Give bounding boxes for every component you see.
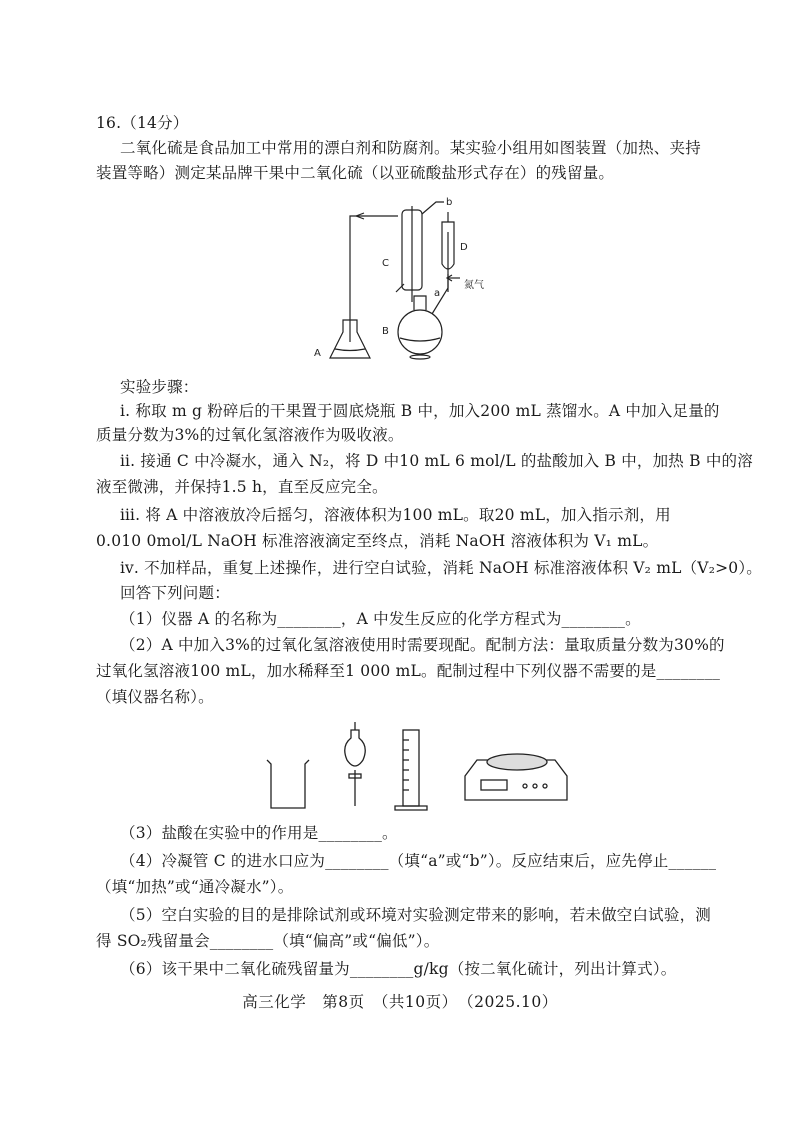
electronic-balance-icon <box>465 754 567 800</box>
step-1-line-2: 质量分数为3%的过氧化氢溶液作为吸收液。 <box>96 426 404 444</box>
question-4-line-2: （填“加热”或“通冷凝水”）。 <box>96 878 294 896</box>
intro-line-1: 二氧化硫是食品加工中常用的漂白剂和防腐剂。某实验小组用如图装置（加热、夹持 <box>120 139 701 157</box>
question-3: （3）盐酸在实验中的作用是________。 <box>120 824 398 842</box>
question-5-line-1: （5）空白实验的目的是排除试剂或环境对实验测定带来的影响，若未做空白试验，测 <box>120 906 711 924</box>
steps-title: 实验步骤： <box>120 378 199 396</box>
question-6: （6）该干果中二氧化硫残留量为________g/kg（按二氧化硫计，列出计算式）。 <box>120 960 677 978</box>
intro-line-2: 装置等略）测定某品牌干果中二氧化硫（以亚硫酸盐形式存在）的残留量。 <box>96 164 615 182</box>
step-3-line-2: 0.010 0mol/L NaOH 标准溶液滴定至终点，消耗 NaOH 溶液体积为 V₁ mL。 <box>96 532 659 550</box>
question-5-line-2: 得 SO₂残留量会________（填“偏高”或“偏低”）。 <box>96 932 440 950</box>
question-4-line-1: （4）冷凝管 C 的进水口应为________（填“a”或“b”）。反应结束后，应先停止______ <box>120 852 717 870</box>
graduated-cylinder-icon <box>395 730 427 810</box>
answer-prompt: 回答下列问题： <box>120 584 230 602</box>
question-number: 16.（14分） <box>96 114 189 132</box>
label-flask-a: A <box>314 348 321 359</box>
label-a: a <box>434 288 441 299</box>
beaker-icon <box>267 760 309 808</box>
step-3-line-1: ⅲ. 将 A 中溶液放冷后摇匀，溶液体积为100 mL。取20 mL，加入指示剂，用 <box>120 506 671 524</box>
question-2-line-2: 过氧化氢溶液100 mL，加水稀释至1 000 mL。配制过程中下列仪器不需要的是________ <box>96 662 721 680</box>
question-2-line-3: （填仪器名称）。 <box>96 688 214 706</box>
separatory-funnel-icon <box>345 722 366 806</box>
label-flask-b: B <box>382 326 389 337</box>
page-footer: 高三化学 第8页 （共10页） （2025.10） <box>242 993 558 1011</box>
step-4: ⅳ. 不加样品，重复上述操作，进行空白试验，消耗 NaOH 标准溶液体积 V₂ mL（V₂>0）。 <box>120 559 763 577</box>
step-2-line-2: 液至微沸，并保持1.5 h，直至反应完全。 <box>96 478 388 496</box>
label-d: D <box>460 242 468 253</box>
question-1: （1）仪器 A 的名称为________，A 中发生反应的化学方程式为________。 <box>120 610 641 628</box>
label-c: C <box>382 258 389 269</box>
question-2-line-1: （2）A 中加入3%的过氧化氢溶液使用时需要现配。配制方法：量取质量分数为30%的 <box>120 636 725 654</box>
flask-b <box>398 310 442 354</box>
label-b: b <box>446 197 453 208</box>
instruments-figure <box>255 720 575 820</box>
step-2-line-1: ⅱ. 接通 C 中冷凝水，通入 N₂，将 D 中10 mL 6 mol/L 的盐酸加入 B 中，加热 B 中的溶 <box>120 452 753 470</box>
label-nitrogen: 氮气 <box>464 280 484 291</box>
apparatus-diagram <box>310 192 510 362</box>
step-1-line-1: ⅰ. 称取 m g 粉碎后的干果置于圆底烧瓶 B 中，加入200 mL 蒸馏水。A 中加入足量的 <box>120 402 720 420</box>
